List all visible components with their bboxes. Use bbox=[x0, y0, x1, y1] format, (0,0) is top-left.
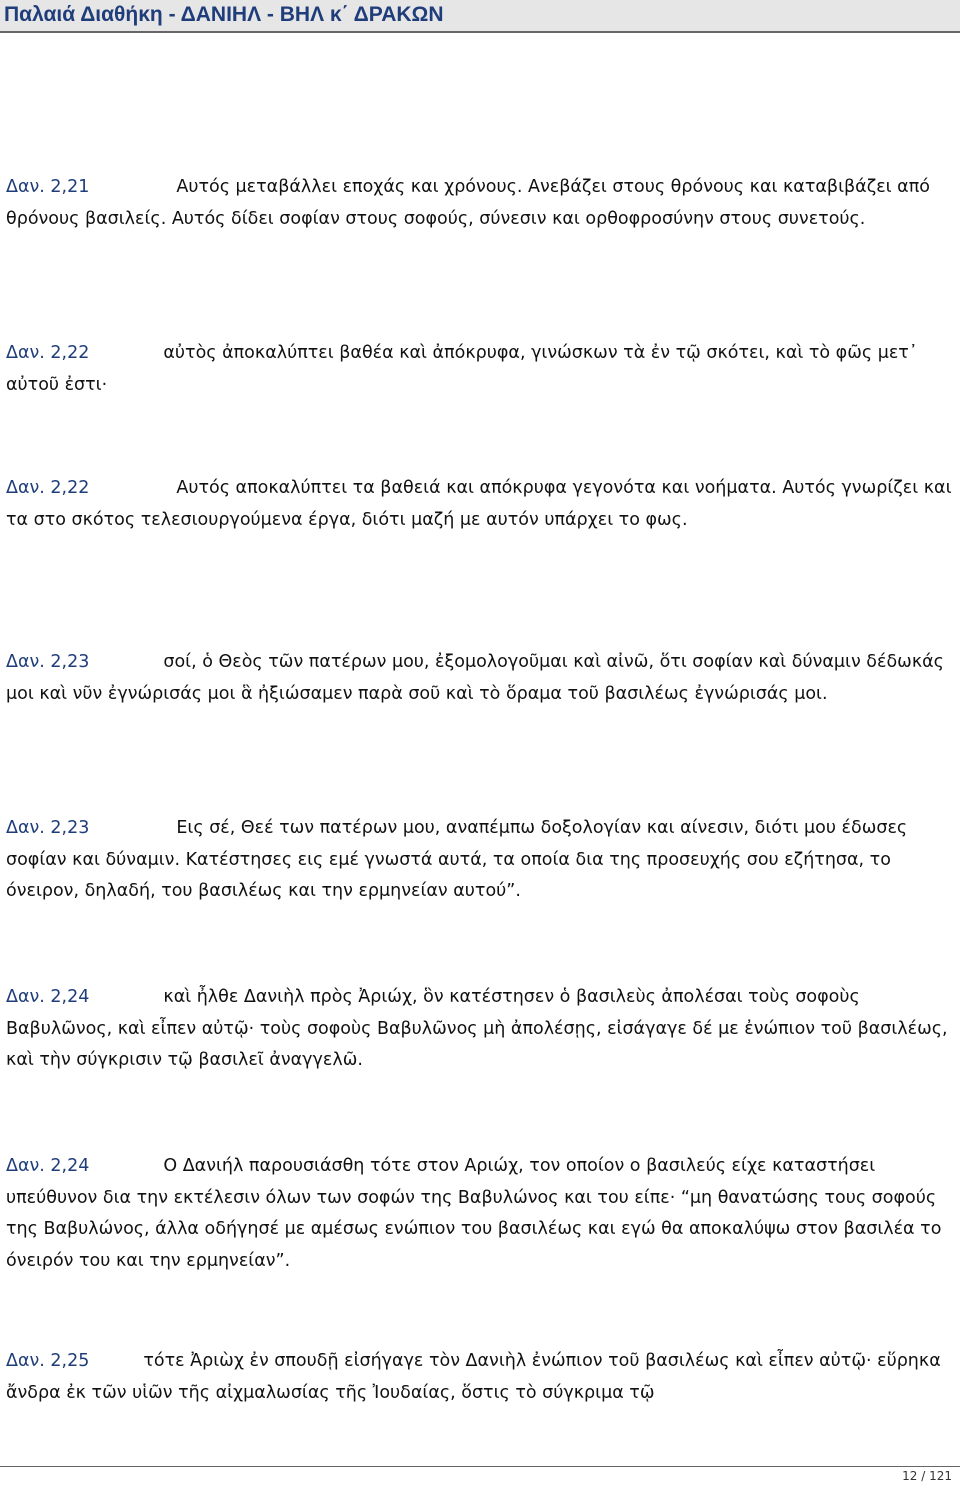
verse-2-23-ancient bbox=[6, 647, 956, 710]
verse-2-22-modern bbox=[6, 473, 956, 536]
verse-2-22-ancient bbox=[6, 338, 956, 401]
verse-2-25-ancient bbox=[6, 1346, 956, 1409]
verse-text: τότε Ἀριὼχ ἐν σπουδῇ εἰσήγαγε τὸν Δανιὴλ ἐνώπιον τοῦ βασιλέως καὶ εἶπεν αὐτῷ· εὕρηκα ἄνδρα ἐκ τῶν υἱῶν τῆς αἰχμαλωσίας τῆς Ἰουδαίας, ὅστις τὸ σύγκριμα τῷ bbox=[6, 1351, 941, 1403]
verse-text: Ο Δανιήλ παρουσιάσθη τότε στον Αριώχ, τον οποίον ο βασιλεύς είχε καταστήσει υπεύθυνον δια την εκτέλεσιν όλων των σοφών της Βαβυλώνος και του είπε· “μη θανατώσης τους σοφούς της Βαβυλώνος, άλλα οδήγησέ με αμέσως ενώπιον του βασιλέως και εγώ θα αποκαλύψω στον βασιλέα το όνειρόν του και την ερμηνείαν”. bbox=[6, 1156, 942, 1271]
verse-reference: Δαν. 2,22 bbox=[6, 478, 90, 498]
verse-text: σοί, ὁ Θεὸς τῶν πατέρων μου, ἐξομολογοῦμαι καὶ αἰνῶ, ὅτι σοφίαν καὶ δύναμιν δέδωκάς μοι καὶ νῦν ἐγνώρισάς μοι ἃ ἠξιώσαμεν παρὰ σοῦ καὶ τὸ ὅραμα τοῦ βασιλέως ἐγνώρισάς μοι. bbox=[6, 652, 944, 704]
verse-text: Αυτός μεταβάλλει εποχάς και χρόνους. Ανεβάζει στους θρόνους και καταβιβάζει από θρόνους βασιλείς. Αυτός δίδει σοφίαν στους σοφούς, σύνεσιν και ορθοφροσύνην στους συνετούς. bbox=[6, 177, 930, 229]
footer-divider bbox=[0, 1466, 960, 1467]
verse-text: καὶ ἦλθε Δανιὴλ πρὸς Ἀριώχ, ὃν κατέστησεν ὁ βασιλεὺς ἀπολέσαι τοὺς σοφοὺς Βαβυλῶνος, καὶ εἶπεν αὐτῷ· τοὺς σοφοὺς Βαβυλῶνος μὴ ἀπολέσῃς, εἰσάγαγε δέ με ἐνώπιον τοῦ βασιλέως, καὶ τὴν σύγκρισιν τῷ βασιλεῖ ἀναγγελῶ. bbox=[6, 987, 948, 1070]
verse-2-24-modern bbox=[6, 1151, 956, 1277]
document-title: Παλαιά Διαθήκη - ΔΑΝΙΗΛ - ΒΗΛ κ΄ ΔΡΑΚΩΝ bbox=[4, 3, 444, 26]
verse-reference: Δαν. 2,24 bbox=[6, 987, 90, 1007]
verse-2-24-ancient bbox=[6, 982, 956, 1077]
verse-text: Αυτός αποκαλύπτει τα βαθειά και απόκρυφα γεγονότα και νοήματα. Αυτός γνωρίζει και τα στο σκότος τελεσιουργούμενα έργα, διότι μαζή με αυτόν υπάρχει το φως. bbox=[6, 478, 952, 530]
verse-2-21-modern bbox=[6, 172, 956, 235]
page-header bbox=[0, 0, 960, 33]
verse-reference: Δαν. 2,24 bbox=[6, 1156, 90, 1176]
verse-reference: Δαν. 2,23 bbox=[6, 818, 90, 838]
verse-text: αὐτὸς ἀποκαλύπτει βαθέα καὶ ἀπόκρυφα, γινώσκων τὰ ἐν τῷ σκότει, καὶ τὸ φῶς μετ᾿ αὐτοῦ ἐστι· bbox=[6, 343, 918, 395]
verse-reference: Δαν. 2,21 bbox=[6, 177, 90, 197]
verse-2-23-modern bbox=[6, 813, 956, 908]
verse-text: Εις σέ, Θεέ των πατέρων μου, αναπέμπω δοξολογίαν και αίνεσιν, διότι μου έδωσες σοφίαν και δύναμιν. Κατέστησες εις εμέ γνωστά αυτά, τα οποία δια της προσευχής σου εζήτησα, το όνειρον, δηλαδή, του βασιλέως και την ερμηνείαν αυτού”. bbox=[6, 818, 908, 901]
verse-reference: Δαν. 2,22 bbox=[6, 343, 90, 363]
page-number: 12 / 121 bbox=[902, 1469, 952, 1483]
verse-reference: Δαν. 2,23 bbox=[6, 652, 90, 672]
verse-reference: Δαν. 2,25 bbox=[6, 1351, 90, 1371]
